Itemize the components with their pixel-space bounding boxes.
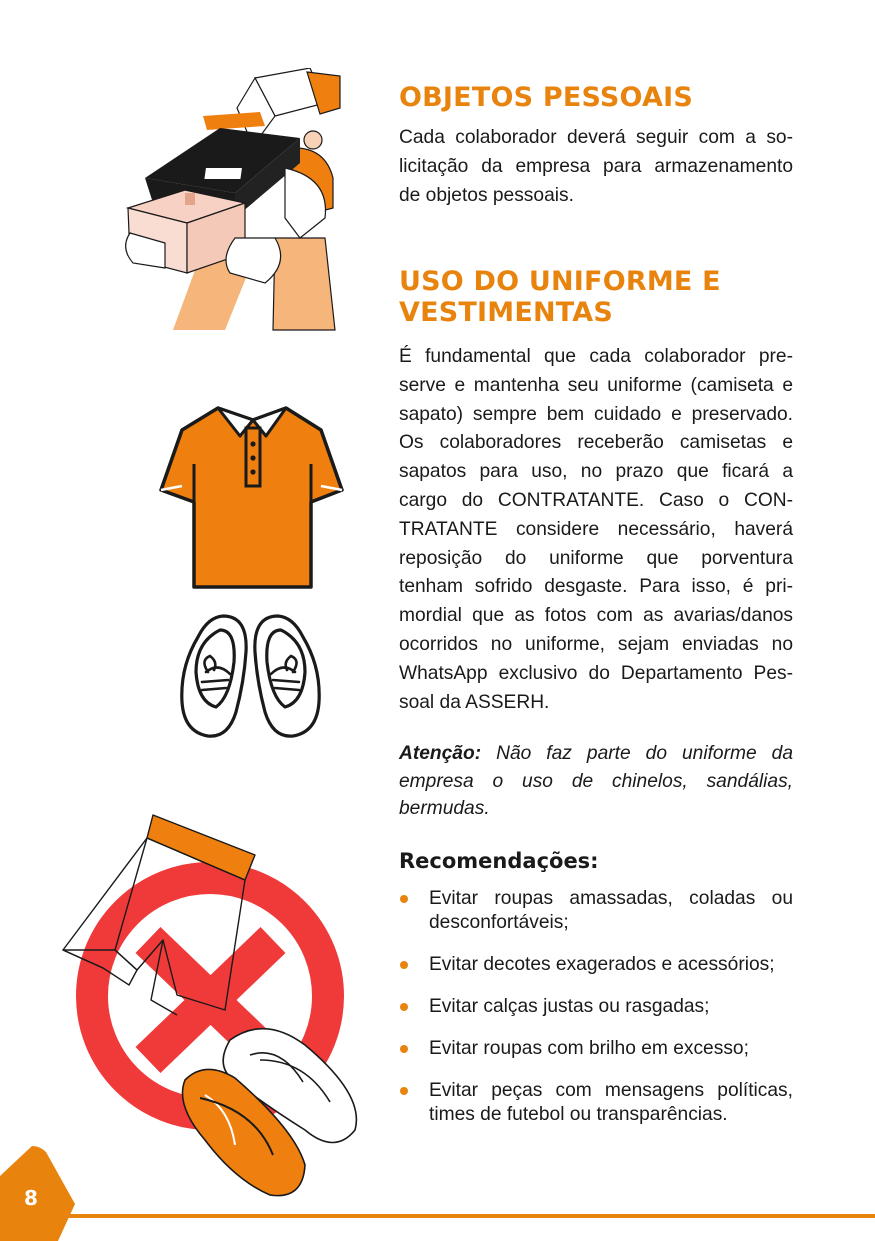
section-title-objetos-pessoais: OBJETOS PESSOAIS: [399, 82, 693, 113]
paragraph-line: reposição do uniforme que porventura: [399, 547, 793, 569]
list-item-text: Evitar roupas amassadas, coladas ou desconfortáveis;: [429, 888, 793, 933]
list-item: [399, 1079, 793, 1127]
paragraph-line: Cada colaborador deverá seguir com a so-: [399, 127, 793, 148]
attention-label: Atenção:: [399, 743, 482, 764]
uniforme-paragraph: [399, 343, 793, 717]
bullet-icon: [400, 961, 408, 969]
sneakers-icon: [178, 612, 323, 742]
list-item-text: Evitar decotes exagerados e acessórios;: [429, 954, 775, 975]
bullet-icon: [400, 1045, 408, 1053]
paragraph-line: sapatos para uso, no prazo que ficará a: [399, 461, 793, 483]
title-line: VESTIMENTAS: [399, 297, 614, 328]
objetos-pessoais-paragraph: [399, 124, 793, 210]
paragraph-line: ocorridos no uniforme, sejam enviadas no: [399, 633, 793, 655]
paragraph-line: serve e mantenha seu uniforme (camiseta e: [399, 374, 793, 396]
list-item-text: Evitar calças justas ou rasgadas;: [429, 996, 710, 1017]
section-title-uniforme: [399, 266, 721, 328]
page-number: 8: [24, 1186, 38, 1210]
list-item: [399, 953, 793, 977]
list-item-text: Evitar roupas com brilho em excesso;: [429, 1038, 749, 1059]
paragraph-line: cargo do CONTRATANTE. Caso o CON-: [399, 489, 793, 511]
paragraph-line: de objetos pessoais.: [399, 184, 574, 206]
title-line: USO DO UNIFORME E: [399, 266, 721, 297]
paragraph-line: mordial que as fotos com as avarias/danos: [399, 605, 793, 627]
paragraph-line: É fundamental que cada colaborador pre-: [399, 346, 793, 367]
paragraph-line: Os colaboradores receberão camisetas e: [399, 432, 793, 454]
paragraph-line: licitação da empresa para armazenamento: [399, 155, 793, 177]
bullet-icon: [400, 1003, 408, 1011]
paragraph-line: soal da ASSERH.: [399, 691, 550, 713]
list-item-text: Evitar peças com mensagens políticas, times de futebol ou transparências.: [429, 1080, 793, 1125]
footer-divider: [60, 1214, 875, 1218]
list-item: [399, 995, 793, 1019]
paragraph-line: tenham sofrido desgaste. Para isso, é pri-: [399, 576, 793, 598]
list-item: [399, 887, 793, 935]
bullet-icon: [400, 895, 408, 903]
recommendations-title: Recomendações:: [399, 849, 599, 873]
attention-note: [399, 740, 793, 823]
prohibited-clothing-icon: [55, 810, 365, 1205]
bullet-icon: [400, 1087, 408, 1095]
attention-text: Não faz parte do uniforme da empresa o uso de chinelos, sandálias, bermudas.: [399, 743, 793, 819]
person-carrying-boxes-illustration: [125, 68, 350, 336]
paragraph-line: TRATANTE considere necessário, haverá: [399, 518, 793, 540]
list-item: [399, 1037, 793, 1061]
paragraph-line: WhatsApp exclusivo do Departamento Pes-: [399, 662, 793, 684]
polo-shirt-icon: [158, 402, 344, 590]
paragraph-line: sapato) sempre bem cuidado e preservado.: [399, 403, 793, 425]
recommendations-list: [399, 887, 793, 1145]
